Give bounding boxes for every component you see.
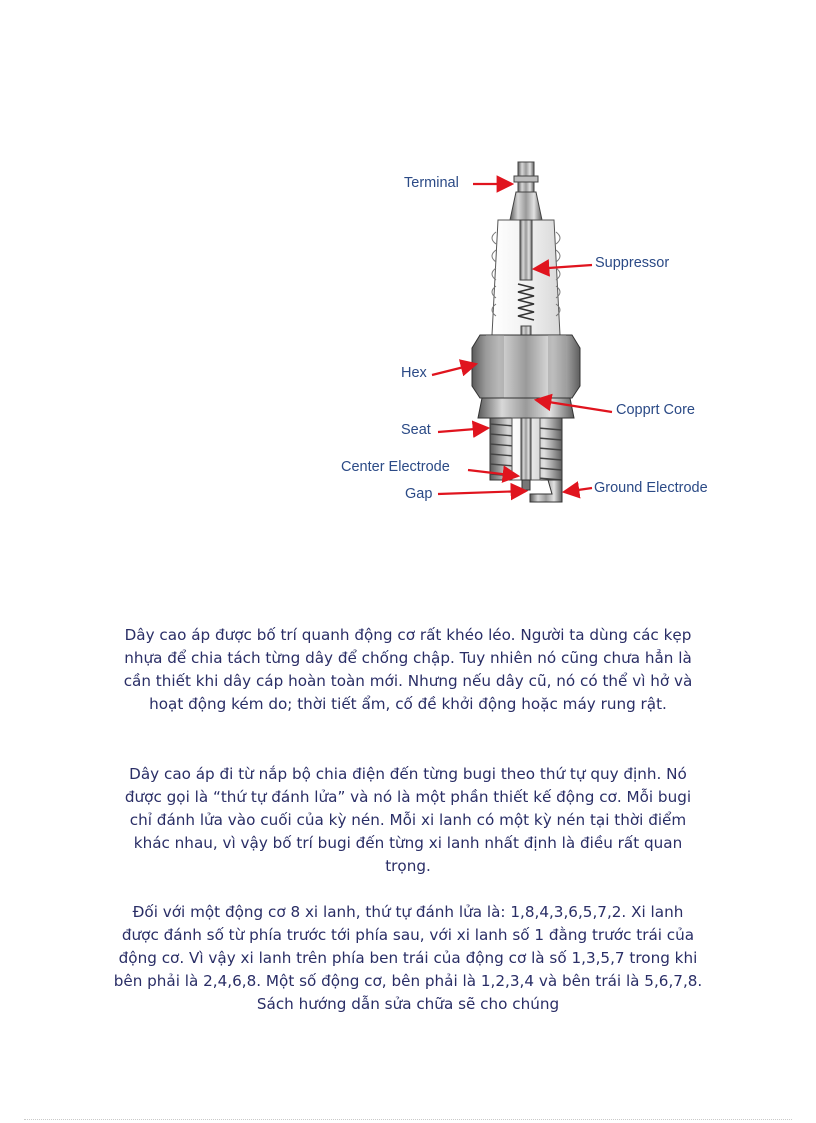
paragraph-1: Dây cao áp được bố trí quanh động cơ rất khéo léo. Người ta dùng các kẹp nhựa để chia tách từng dây để chống chập. Tuy nhiên nó cũng chưa hẳn là cần thiết khi dây cáp hoàn toàn mới. Nhưng nếu dây cũ, nó có thể vì hở và hoạt động kém do; thời tiết ẩm, cố đề khởi động hoặc máy rung rật. [123,626,693,713]
label-terminal: Terminal [404,175,459,191]
arrow-gap [438,491,526,494]
thread-part [490,418,562,480]
label-copper-core: Copprt Core [616,402,695,418]
hex-part [472,335,580,418]
label-ground-electrode: Ground Electrode [594,480,708,496]
page-bottom-rule [24,1119,792,1120]
terminal-part [510,162,542,220]
spark-plug-diagram [330,150,740,520]
ground-electrode-part [522,480,562,502]
label-hex: Hex [401,365,427,381]
label-center-electrode: Center Electrode [341,459,450,475]
paragraph-3: Đối với một động cơ 8 xi lanh, thứ tự đánh lửa là: 1,8,4,3,6,5,7,2. Xi lanh được đánh số từ phía trước tới phía sau, với xi lanh số 1 đằng trước trái của động cơ. Vì vậy xi lanh trên phía ben trái của động cơ là số 1,3,5,7 trong khi bên phải là 2,4,6,8. Một số động cơ, bên phải là 1,2,3,4 và bên trái là 5,6,7,8. Sách hướng dẫn sửa chữa sẽ cho chúng [113,903,703,1013]
label-suppressor: Suppressor [595,255,670,271]
arrow-seat [438,428,488,432]
label-seat: Seat [401,422,431,438]
arrow-hex [432,364,476,375]
paragraph-2: Dây cao áp đi từ nắp bộ chia điện đến từng bugi theo thứ tự quy định. Nó được gọi là “thứ tự đánh lửa” và nó là một phần thiết kế động cơ. Mỗi bugi chỉ đánh lửa vào cuối của kỳ nén. Mỗi xi lanh có một kỳ nén tại thời điểm khác nhau, vì vậy bố trí bugi đến từng xi lanh nhất định là điều rất quan trọng. [124,765,692,875]
arrow-ground-electrode [564,488,592,492]
label-gap: Gap [405,486,433,502]
